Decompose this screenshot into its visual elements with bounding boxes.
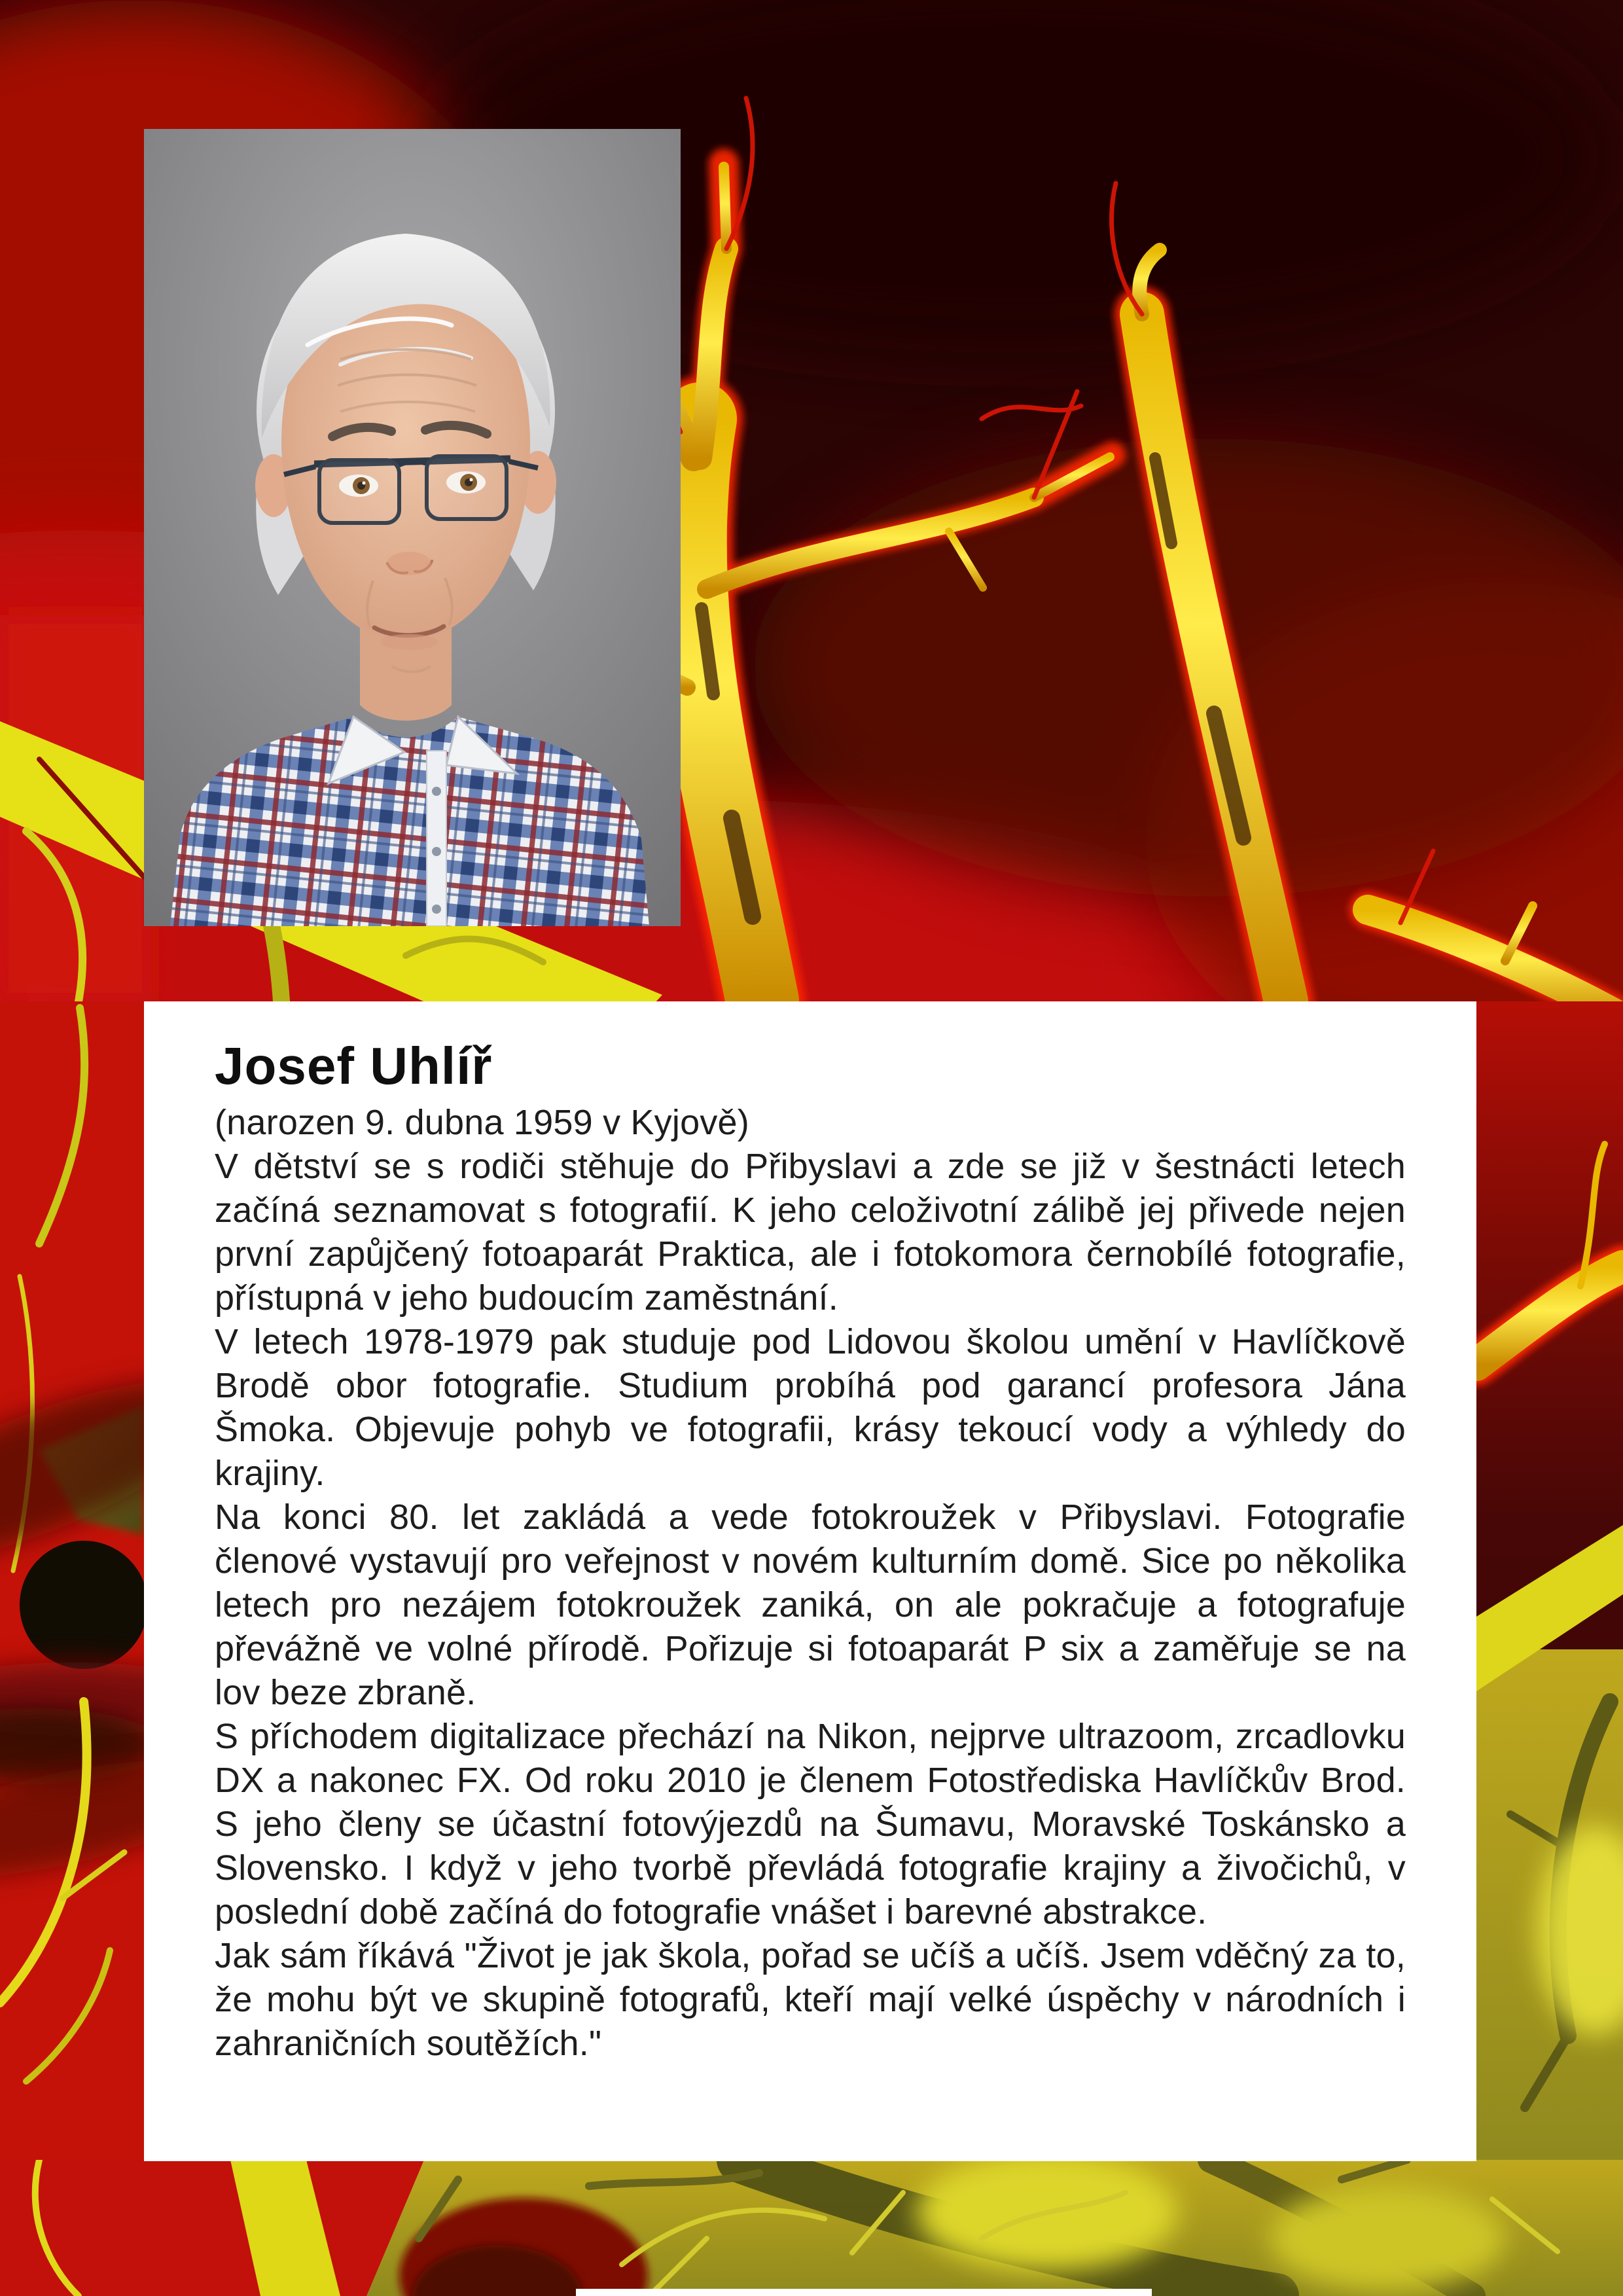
- bio-paragraph-4: S příchodem digitalizace přechází na Nikon, nejprve ultrazoom, zrcadlovku DX a nakonec FX. Od roku 2010 je členem Fotostřediska Havlíčkův Brod. S jeho členy se účastní fotovýjezdů na Šumavu, Moravské Toskánsko a Slovensko. I když v jeho tvorbě převládá fotografie krajiny a živočichů, v poslední době začíná do fotografie vnášet i barevné abstrakce.: [215, 1717, 1406, 1931]
- bio-panel: [144, 1001, 1476, 2161]
- bio-paragraph-1: V dětství se s rodiči stěhuje do Přibyslavi a zde se již v šestnácti letech začíná seznamovat s fotografií. K jeho celoživotní zálibě jej přivede nejen první zapůjčený fotoaparát Praktica, ale i fotokomora černobílé fotografie, přístupná v jeho budoucím zaměstnání.: [215, 1147, 1406, 1318]
- portrait-art: [144, 129, 681, 926]
- bio-paragraph-2: V letech 1978-1979 pak studuje pod Lidovou školou umění v Havlíčkově Brodě obor fotografie. Studium probíhá pod garancí profesora Jána Šmoka. Objevuje pohyb ve fotografii, krásy tekoucí vody a výhledy do krajiny.: [215, 1322, 1406, 1493]
- page-title: Josef Uhlíř: [215, 1037, 493, 1095]
- portrait-photo: [144, 129, 681, 926]
- bottom-band-art: [0, 2153, 1623, 2296]
- birth-note: (narozen 9. dubna 1959 v Kyjově): [215, 1103, 749, 1142]
- right-strip-art: [1476, 1001, 1623, 2166]
- bio-paragraph-5: Jak sám říkává "Život je jak škola, pořad se učíš a učíš. Jsem vděčný za to, že mohu být ve skupině fotografů, kteří mají velké úspěchy v národních i zahraničních soutěžích.": [215, 1936, 1406, 2063]
- bio-paragraph-3: Na konci 80. let zakládá a vede fotokroužek v Přibyslavi. Fotografie členové vystavují pro veřejnost v novém kulturním domě. Sice po několika letech pro nezájem fotokroužek zaniká, on ale pokračuje a fotografuje převážně ve volné přírodě. Pořizuje si fotoaparát P six a zaměřuje se na lov beze zbraně.: [215, 1498, 1406, 1712]
